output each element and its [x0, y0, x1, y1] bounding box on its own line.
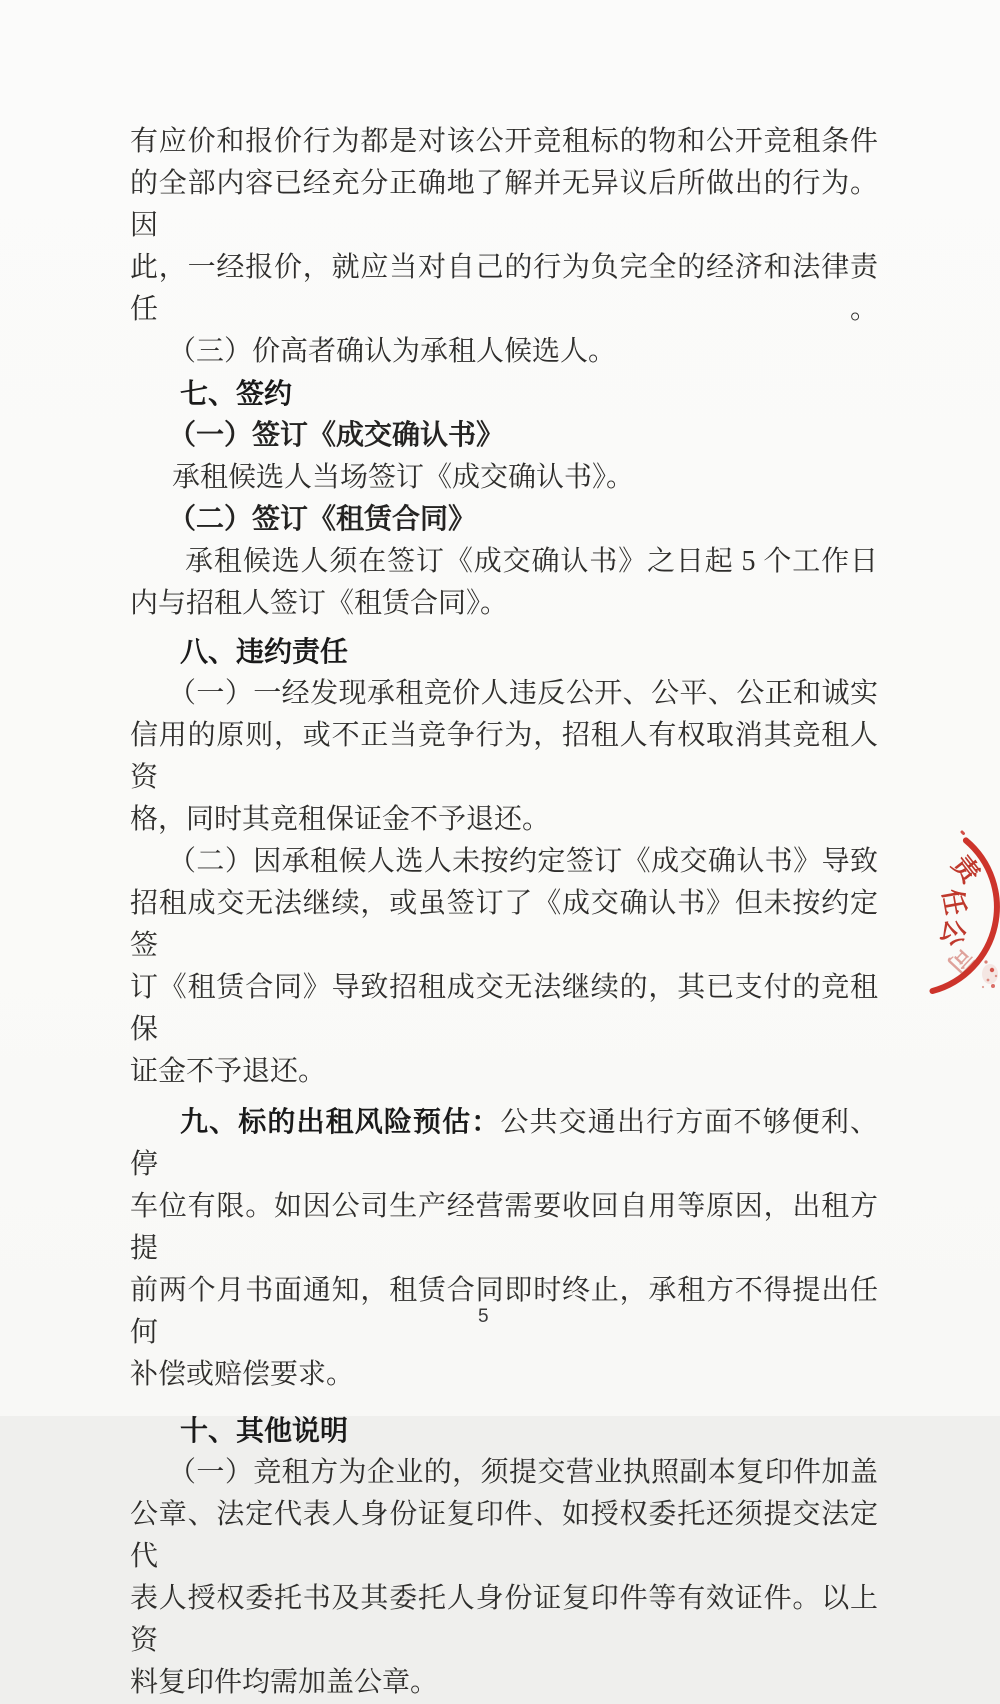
stamp-char: 司: [941, 942, 979, 978]
stamp-char: 任: [936, 886, 972, 918]
stamp-char: 公: [934, 916, 972, 950]
paragraph-line: （三）价高者确认为承租人候选人。: [168, 336, 617, 367]
document-body: [130, 121, 878, 1704]
paragraph-line: 公章、法定代表人身份证复印件、如授权委托还须提交法定代: [130, 1499, 878, 1572]
paragraph-line: 车位有限。如因公司生产经营需要收回自用等原因，出租方提: [130, 1191, 878, 1264]
paragraph-line: 订《租赁合同》导致招租成交无法继续的，其已支付的竞租保: [130, 972, 878, 1045]
paragraph-line: （一）竞租方为企业的，须提交营业执照副本复印件加盖: [168, 1457, 878, 1488]
stamp-arc-inner-fleck: [962, 832, 964, 834]
sub-heading: （一）签订《成交确认书》: [168, 420, 505, 451]
company-seal-stamp: [800, 790, 1000, 1040]
paragraph-line: 的全部内容已经充分正确地了解并无异议后所做出的行为。因: [130, 168, 878, 241]
paragraph-line: 表人授权委托书及其委托人身份证复印件等有效证件。以上资: [130, 1583, 878, 1656]
paragraph-line: 补偿或赔偿要求。: [130, 1359, 355, 1390]
stamp-char: 责: [946, 849, 986, 889]
paragraph-line: 内与招租人签订《租赁合同》。: [130, 588, 509, 619]
paragraph-text: 公共交通出行方面不够便利、停: [130, 1107, 878, 1180]
section-heading-inline: 九、标的出租风险预估：: [180, 1106, 501, 1137]
paragraph-line: 此，一经报价，就应当对自己的行为负完全的经济和法律责任。: [130, 252, 878, 325]
paragraph-line: 格，同时其竞租保证金不予退还。: [130, 804, 551, 835]
section-heading: 十、其他说明: [180, 1415, 349, 1446]
paragraph-line: [130, 1101, 878, 1186]
paragraph-line: 承租候选人当场签订《成交确认书》。: [172, 462, 635, 493]
section-heading: 八、违约责任: [180, 636, 349, 667]
section-heading: 七、签约: [180, 378, 293, 409]
paragraph-line: 料复印件均需加盖公章。: [130, 1667, 439, 1698]
paragraph-line: 证金不予退还。: [130, 1056, 327, 1087]
stamp-ink-speckles: [982, 960, 998, 988]
paragraph-line: 招租成交无法继续，或虽签订了《成交确认书》但未按约定签: [130, 888, 878, 961]
paragraph-line: 信用的原则，或不正当竞争行为，招租人有权取消其竞租人资: [130, 720, 878, 793]
paragraph-line: 有应价和报价行为都是对该公开竞租标的物和公开竞租条件: [130, 126, 878, 157]
paragraph-line: 承租候选人须在签订《成交确认书》之日起 5 个工作日: [185, 546, 878, 577]
paragraph-line: （一）一经发现承租竞价人违反公开、公平、公正和诚实: [168, 678, 878, 709]
paragraph-line: （二）因承租候人选人未按约定签订《成交确认书》导致: [168, 846, 878, 877]
page-number: 5: [478, 1306, 489, 1327]
paragraph-line: 前两个月书面通知，租赁合同即时终止，承租方不得提出任何: [130, 1275, 878, 1348]
sub-heading: （二）签订《租赁合同》: [168, 504, 477, 535]
